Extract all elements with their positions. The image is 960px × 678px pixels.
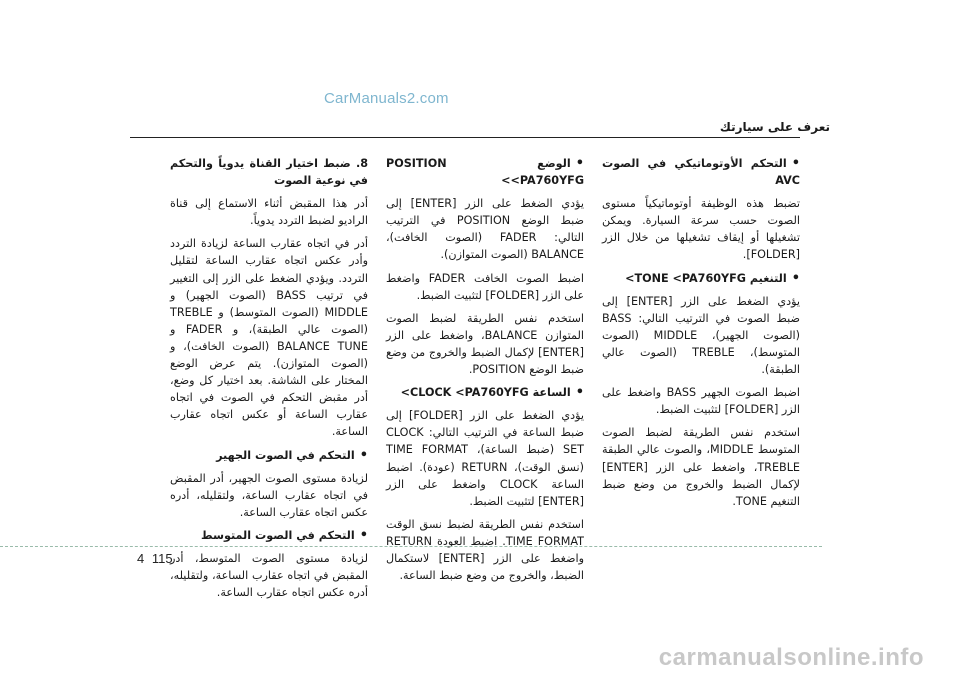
middle-paragraph: لزيادة مستوى الصوت المتوسط، أدر المقبض في اتجاه عقارب الساعة، ولتقليله، أدره عكس اتجاه عقارب الساعة. [170, 551, 368, 600]
clock-heading: • الساعة CLOCK <PA760YFG> [386, 384, 584, 401]
tone-heading: • التنغيم TONE <PA760YFG> [602, 270, 800, 287]
position-paragraph-3: استخدم نفس الطريقة لضبط الصوت المتوازن BALANCE، واضغط على الزر [ENTER] لإكمال الضبط والخروج من وضع ضبط الوضع POSITION. [386, 311, 584, 377]
left-column [170, 155, 368, 607]
footer-rule [0, 546, 822, 547]
tone-paragraph-3: استخدم نفس الطريقة لضبط الصوت المتوسط MIDDLE، والصوت عالي الطبقة TREBLE، واضغط على الزر [ENTER] لإكمال الضبط والخروج من وضع ضبط التنغيم TONE. [602, 426, 800, 508]
watermark-bottom: carmanualsonline.info [658, 644, 924, 671]
position-heading: • الوضع POSITION <PA760YFG> [386, 155, 584, 189]
knob-paragraph-1: أدر هذا المقبض أثناء الاستماع إلى قناة الراديو لضبط التردد يدوياً. [170, 197, 368, 228]
bass-paragraph: لزيادة مستوى الصوت الجهير، أدر المقبض في اتجاه عقارب الساعة، ولتقليله، أدره عكس اتجاه عقارب الساعة. [170, 471, 368, 519]
section-title: تعرف على سيارتك [719, 120, 830, 134]
chapter-number: 4 [137, 551, 145, 566]
right-column [602, 155, 800, 516]
tone-paragraph-2: اضبط الصوت الجهير BASS واضغط على الزر [FOLDER] لتثبيت الضبط. [602, 386, 800, 417]
avc-heading: • التحكم الأوتوماتيكي في الصوت AVC [602, 155, 800, 189]
watermark-top: CarManuals2.com [324, 90, 449, 107]
avc-paragraph: تضبط هذه الوظيفة أوتوماتيكياً مستوى الصوت حسب سرعة السيارة. ويمكن تشغيلها أو إيقاف تشغيلها من خلال الزر [FOLDER]. [602, 197, 800, 262]
position-paragraph-1: يؤدي الضغط على الزر [ENTER] إلى ضبط الوضع POSITION في الترتيب التالي: FADER (الصوت الخافت)، BALANCE (الصوت المتوازن). [386, 197, 585, 262]
tone-paragraph-1: يؤدي الضغط على الزر [ENTER] إلى ضبط الصوت في الترتيب التالي: BASS (الصوت الجهير)، MIDDLE (الصوت المتوسط)، TREBLE (الصوت عالي الطبقة). [602, 294, 800, 377]
page-number [137, 551, 177, 566]
middle-column [386, 155, 584, 590]
clock-paragraph-1: يؤدي الضغط على الزر [FOLDER] إلى ضبط الساعة في الترتيب التالي: CLOCK SET (ضبط الساعة)، TIME FORMAT (نسق الوقت)، RETURN (عودة). اضبط الساعة CLOCK واضغط على الزر [ENTER] لتثبيت الضبط. [386, 409, 584, 508]
bass-heading: • التحكم في الصوت الجهير [170, 447, 368, 464]
middle-heading: • التحكم في الصوت المتوسط [170, 527, 368, 544]
page-number-value: 115 [151, 551, 173, 566]
knob-heading: 8. ضبط اختيار القناة يدوياً والتحكم في نوعية الصوت [170, 157, 368, 188]
knob-paragraph-2: أدر في اتجاه عقارب الساعة لزيادة التردد وأدر عكس اتجاه عقارب الساعة لتقليل التردد. ويؤدي الضغط على الزر إلى التغيير في ترتيب BASS (الصوت الجهير) و MIDDLE (الصوت المتوسط) و TREBLE (الصوت عالي الطبقة)، و FADER و BALANCE TUNE (الصوت الخافت)، و (الصوت المتوازن). يتم عرض الوضع المختار على الشاشة. بعد اختيار كل وضع، أدر مقبض التحكم في الصوت في اتجاه عقارب الساعة أو عكس اتجاه عقارب الساعة. [170, 237, 368, 439]
clock-paragraph-2: استخدم نفس الطريقة لضبط نسق الوقت TIME FORMAT. اضبط العودة RETURN واضغط على الزر [ENTER] لاستكمال الضبط، والخروج من وضع ضبط الساعة. [386, 517, 585, 583]
position-paragraph-2: اضبط الصوت الخافت FADER واضغط على الزر [FOLDER] لتثبيت الضبط. [386, 271, 584, 302]
header-rule [130, 137, 800, 138]
